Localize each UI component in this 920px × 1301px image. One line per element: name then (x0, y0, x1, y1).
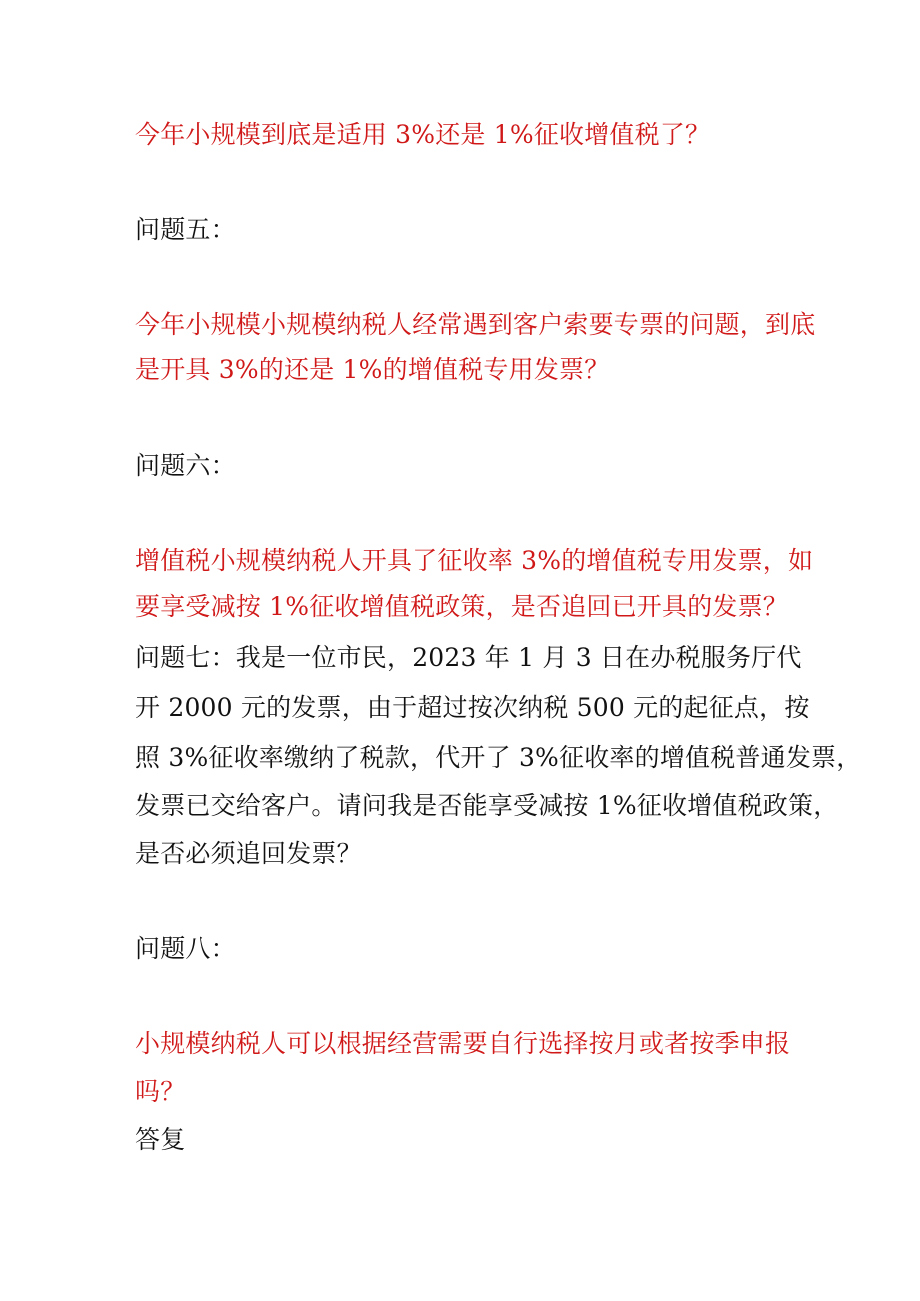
question-seven-line-3: 照 3%征收率缴纳了税款，代开了 3%征收率的增值税普通发票， (135, 743, 862, 772)
question-eight-text-line-1: 小规模纳税人可以根据经营需要自行选择按月或者按季申报 (135, 1029, 791, 1058)
question-eight-text-line-2: 吗？ (135, 1077, 186, 1106)
answer-heading: 答复 (135, 1125, 186, 1154)
question-six-text-line-2: 要享受减按 1%征收增值税政策，是否追回已开具的发票？ (135, 592, 789, 621)
question-seven-line-2: 开 2000 元的发票，由于超过按次纳税 500 元的起征点，按 (135, 693, 810, 722)
question-eight-heading: 问题八： (135, 934, 236, 963)
question-five-text-line-1: 今年小规模小规模纳税人经常遇到客户索要专票的问题，到底 (135, 310, 816, 339)
question-seven-line-5: 是否必须追回发票？ (135, 839, 362, 868)
question-five-heading: 问题五： (135, 215, 236, 244)
question-seven-line-4: 发票已交给客户。请问我是否能享受减按 1%征收增值税政策， (135, 791, 839, 820)
question-five-text-line-2: 是开具 3%的还是 1%的增值税专用发票？ (135, 355, 610, 384)
question-six-heading: 问题六： (135, 451, 236, 480)
question-four-text: 今年小规模到底是适用 3%还是 1%征收增值税了？ (135, 120, 711, 149)
question-six-text-line-1: 增值税小规模纳税人开具了征收率 3%的增值税专用发票，如 (135, 546, 814, 575)
question-seven-line-1: 问题七：我是一位市民，2023 年 1 月 3 日在办税服务厅代 (135, 643, 802, 672)
